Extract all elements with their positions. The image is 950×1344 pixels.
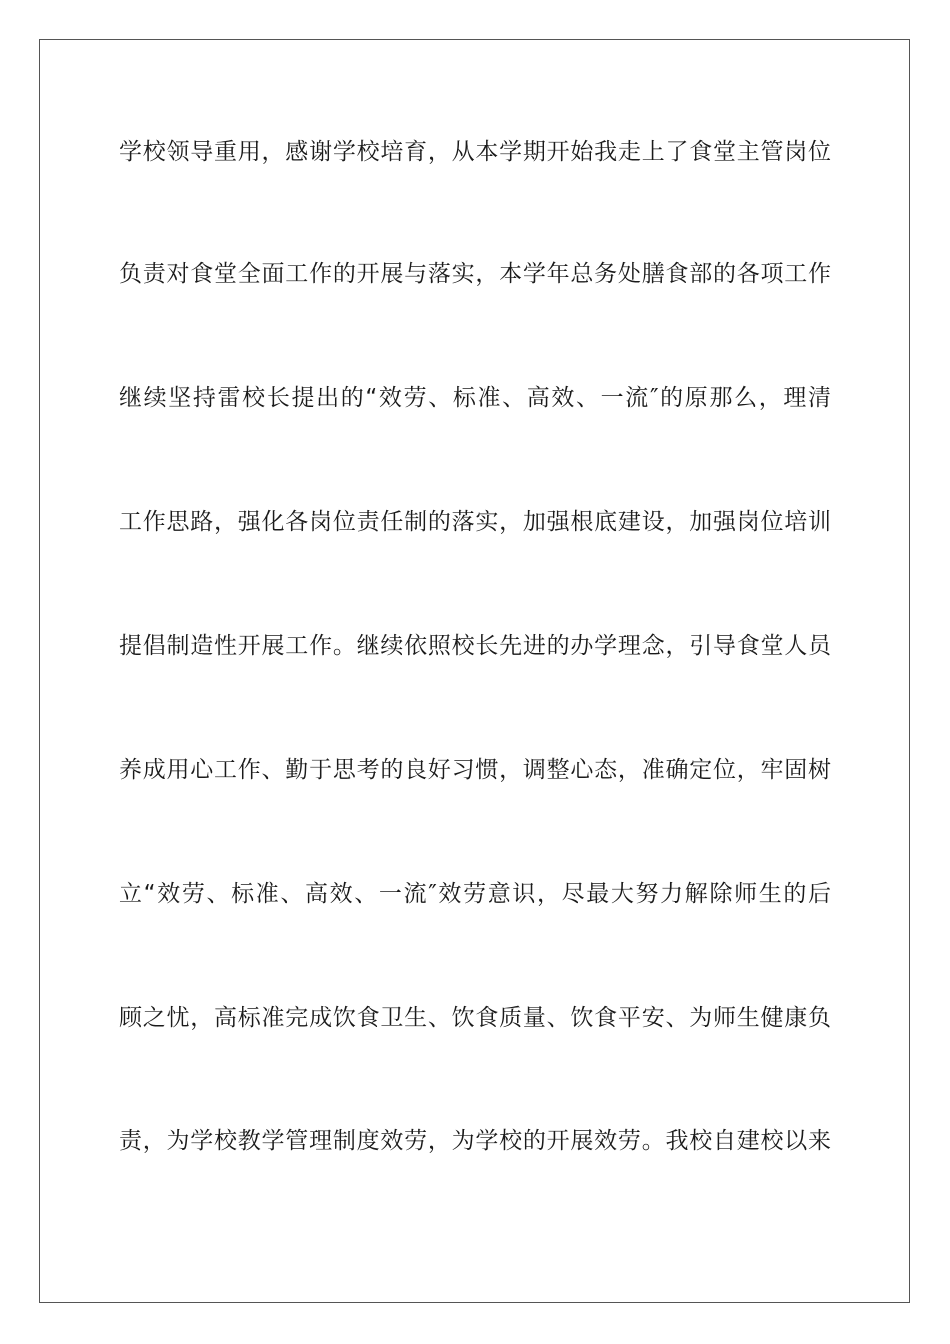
body-text-line-6: 养成用心工作、勤于思考的良好习惯，调整心态，准确定位，牢固树 bbox=[119, 757, 831, 783]
body-text-line-2: 负责对食堂全面工作的开展与落实，本学年总务处膳食部的各项工作 bbox=[119, 261, 831, 287]
body-text-line-3: 继续坚持雷校长提出的“效劳、标准、高效、一流″的原那么，理清 bbox=[119, 385, 831, 411]
body-text-line-8: 顾之忧，高标准完成饮食卫生、饮食质量、饮食平安、为师生健康负 bbox=[119, 1005, 831, 1031]
body-text-line-9: 责，为学校教学管理制度效劳，为学校的开展效劳。我校自建校以来 bbox=[119, 1128, 831, 1154]
body-text-line-4: 工作思路，强化各岗位责任制的落实，加强根底建设，加强岗位培训 bbox=[119, 509, 831, 535]
page-border bbox=[39, 39, 910, 1303]
body-text-line-5: 提倡制造性开展工作。继续依照校长先进的办学理念，引导食堂人员 bbox=[119, 633, 831, 659]
body-text-line-1: 学校领导重用，感谢学校培育，从本学期开始我走上了食堂主管岗位 bbox=[119, 139, 831, 165]
body-text-line-7: 立“效劳、标准、高效、一流″效劳意识，尽最大努力解除师生的后 bbox=[119, 881, 831, 907]
